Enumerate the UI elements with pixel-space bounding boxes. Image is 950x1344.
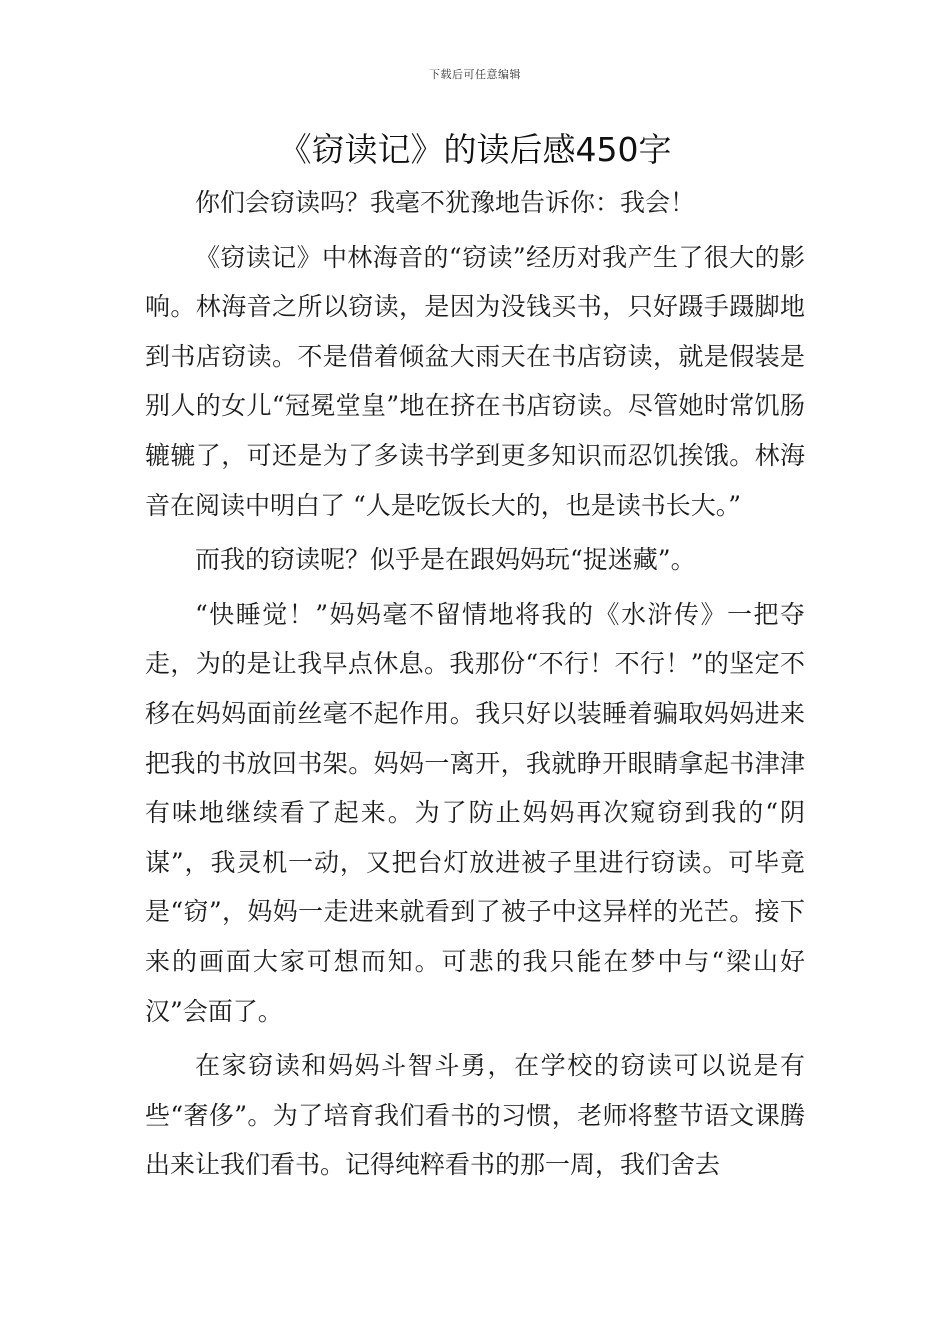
paragraph-5: 在家窃读和妈妈斗智斗勇，在学校的窃读可以说是有些“奢侈”。为了培育我们看书的习惯，老师将整节语文课腾出来让我们看书。记得纯粹看书的那一周，我们舍去	[145, 1051, 805, 1180]
paragraph-1: 你们会窃读吗？我毫不犹豫地告诉你：我会！	[195, 188, 696, 217]
paragraph-4: “快睡觉！”妈妈毫不留情地将我的《水浒传》一把夺走，为的是让我早点休息。我那份“不行！不行！”的坚定不移在妈妈面前丝毫不起作用。我只好以装睡着骗取妈妈进来把我的书放回书架。妈妈一离开，我就睁开眼睛拿起书津津有味地继续看了起来。为了防止妈妈再次窥窃到我的“阴谋”，我灵机一动，又把台灯放进被子里进行窃读。可毕竟是“窃”，妈妈一走进来就看到了被子中这异样的光芒。接下来的画面大家可想而知。可悲的我只能在梦中与“梁山好汉”会面了。	[145, 599, 805, 1026]
paragraph-2: 《窃读记》中林海音的“窃读”经历对我产生了很大的影响。林海音之所以窃读，是因为没钱买书，只好蹑手蹑脚地到书店窃读。不是借着倾盆大雨天在书店窃读，就是假装是别人的女儿“冠冕堂皇”地在挤在书店窃读。尽管她时常饥肠辘辘了，可还是为了多读书学到更多知识而忍饥挨饿。林海音在阅读中明白了 “人是吃饭长大的，也是读书长大。”	[145, 242, 805, 520]
document-title: 《窃读记》的读后感450字	[278, 130, 672, 169]
paragraph-3: 而我的窃读呢？似乎是在跟妈妈玩“捉迷藏”。	[195, 545, 696, 575]
header-note: 下载后可任意编辑	[429, 68, 521, 81]
document-body	[145, 178, 805, 1190]
